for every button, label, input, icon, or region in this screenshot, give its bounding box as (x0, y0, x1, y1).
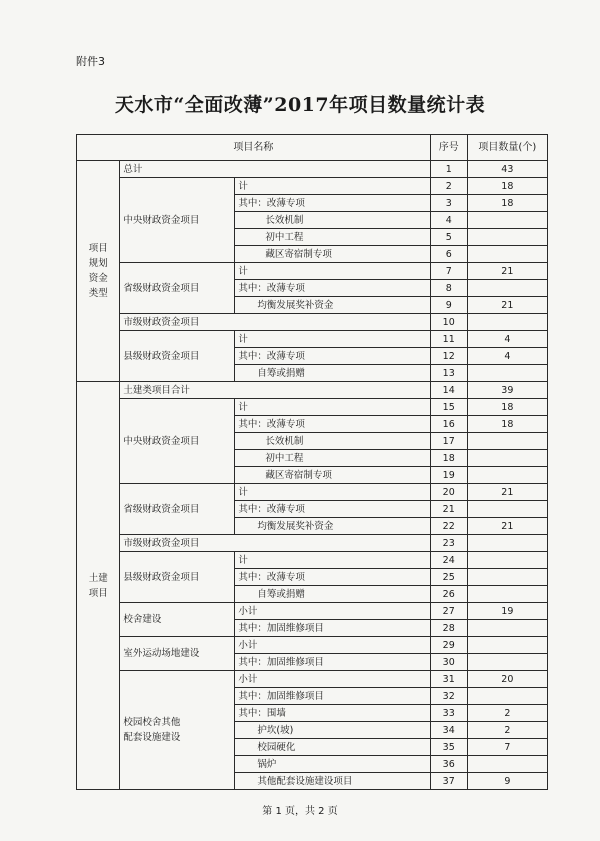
category-label: 室外运动场地建设 (120, 637, 235, 671)
seq-cell: 8 (430, 280, 467, 297)
seq-cell: 36 (430, 756, 467, 773)
count-cell: 18 (467, 416, 547, 433)
count-cell: 18 (467, 399, 547, 416)
sub-label: 计 (235, 331, 430, 348)
sub-label: 计 (235, 178, 430, 195)
table-row (77, 331, 548, 348)
seq-cell: 10 (430, 314, 467, 331)
seq-cell: 3 (430, 195, 467, 212)
table-row (77, 535, 548, 552)
sub-label: 藏区寄宿制专项 (235, 467, 430, 484)
seq-cell: 24 (430, 552, 467, 569)
seq-cell: 30 (430, 654, 467, 671)
sub-label: 其中：加固维修项目 (235, 654, 430, 671)
sub-label: 长效机制 (235, 433, 430, 450)
sub-label: 其中：加固维修项目 (235, 620, 430, 637)
seq-cell: 7 (430, 263, 467, 280)
table-row (77, 603, 548, 620)
table-row (77, 178, 548, 195)
category-label (120, 671, 235, 790)
header-name: 项目名称 (77, 135, 431, 161)
count-cell (467, 756, 547, 773)
count-cell: 21 (467, 484, 547, 501)
seq-cell: 17 (430, 433, 467, 450)
count-cell (467, 688, 547, 705)
count-cell (467, 450, 547, 467)
count-cell (467, 365, 547, 382)
count-cell (467, 229, 547, 246)
seq-cell: 9 (430, 297, 467, 314)
seq-cell: 13 (430, 365, 467, 382)
sub-label: 其中：改薄专项 (235, 416, 430, 433)
group-label-text: 项目 规划 资金 类型 (88, 243, 108, 299)
seq-cell: 11 (430, 331, 467, 348)
seq-cell: 37 (430, 773, 467, 790)
count-cell (467, 246, 547, 263)
seq-cell: 35 (430, 739, 467, 756)
count-cell: 4 (467, 348, 547, 365)
seq-cell: 15 (430, 399, 467, 416)
seq-cell: 18 (430, 450, 467, 467)
seq-cell: 32 (430, 688, 467, 705)
seq-cell: 19 (430, 467, 467, 484)
group-label-fund-type (77, 161, 120, 382)
table-header (77, 135, 548, 161)
category-label-text: 校园校舍其他 配套设施建设 (123, 717, 181, 743)
category-label: 校舍建设 (120, 603, 235, 637)
category-label: 中央财政资金项目 (120, 399, 235, 484)
count-cell: 7 (467, 739, 547, 756)
page-footer: 第 1 页，共 2 页 (262, 806, 338, 817)
category-label: 土建类项目合计 (120, 382, 430, 399)
count-cell (467, 212, 547, 229)
sub-label: 初中工程 (235, 229, 430, 246)
group-label-civil (77, 382, 120, 790)
count-cell (467, 433, 547, 450)
seq-cell: 27 (430, 603, 467, 620)
sub-label: 计 (235, 399, 430, 416)
sub-label: 均衡发展奖补资金 (235, 297, 430, 314)
seq-cell: 29 (430, 637, 467, 654)
sub-label: 其中：围墙 (235, 705, 430, 722)
seq-cell: 25 (430, 569, 467, 586)
seq-cell: 2 (430, 178, 467, 195)
count-cell: 39 (467, 382, 547, 399)
seq-cell: 1 (430, 161, 467, 178)
seq-cell: 4 (430, 212, 467, 229)
table-row (77, 484, 548, 501)
count-cell (467, 620, 547, 637)
count-cell: 4 (467, 331, 547, 348)
count-cell: 9 (467, 773, 547, 790)
seq-cell: 14 (430, 382, 467, 399)
page-title: 天水市“全面改薄”2017年项目数量统计表 (114, 94, 486, 116)
count-cell: 21 (467, 263, 547, 280)
sub-label: 其中：加固维修项目 (235, 688, 430, 705)
category-label: 省级财政资金项目 (120, 484, 235, 535)
category-label: 省级财政资金项目 (120, 263, 235, 314)
count-cell: 18 (467, 195, 547, 212)
count-cell (467, 569, 547, 586)
sub-label: 其中：改薄专项 (235, 280, 430, 297)
table-row (77, 263, 548, 280)
table-row (77, 161, 548, 178)
sub-label: 小计 (235, 637, 430, 654)
count-cell (467, 535, 547, 552)
category-label: 中央财政资金项目 (120, 178, 235, 263)
header-count: 项目数量(个) (467, 135, 547, 161)
count-cell: 21 (467, 518, 547, 535)
seq-cell: 6 (430, 246, 467, 263)
statistics-table (76, 134, 548, 790)
seq-cell: 28 (430, 620, 467, 637)
table-row (77, 314, 548, 331)
count-cell: 21 (467, 297, 547, 314)
count-cell: 18 (467, 178, 547, 195)
sub-label: 其中：改薄专项 (235, 569, 430, 586)
sub-label: 其他配套设施建设项目 (235, 773, 430, 790)
category-label: 市级财政资金项目 (120, 535, 430, 552)
sub-label: 自筹或捐赠 (235, 586, 430, 603)
seq-cell: 12 (430, 348, 467, 365)
count-cell (467, 501, 547, 518)
category-label: 市级财政资金项目 (120, 314, 430, 331)
category-label: 县级财政资金项目 (120, 552, 235, 603)
table-row (77, 382, 548, 399)
header-seq: 序号 (430, 135, 467, 161)
sub-label: 小计 (235, 603, 430, 620)
count-cell: 2 (467, 722, 547, 739)
count-cell (467, 552, 547, 569)
sub-label: 小计 (235, 671, 430, 688)
sub-label: 护坎(坡) (235, 722, 430, 739)
seq-cell: 21 (430, 501, 467, 518)
sub-label: 初中工程 (235, 450, 430, 467)
count-cell: 20 (467, 671, 547, 688)
count-cell (467, 280, 547, 297)
group-label-text: 土建 项目 (88, 572, 108, 599)
sub-label: 均衡发展奖补资金 (235, 518, 430, 535)
sub-label: 校园硬化 (235, 739, 430, 756)
count-cell (467, 467, 547, 484)
count-cell (467, 637, 547, 654)
count-cell: 19 (467, 603, 547, 620)
seq-cell: 31 (430, 671, 467, 688)
seq-cell: 23 (430, 535, 467, 552)
category-label: 总计 (120, 161, 430, 178)
sub-label: 计 (235, 484, 430, 501)
sub-label: 其中：改薄专项 (235, 195, 430, 212)
sub-label: 计 (235, 263, 430, 280)
table-row (77, 637, 548, 654)
category-label: 县级财政资金项目 (120, 331, 235, 382)
count-cell (467, 314, 547, 331)
count-cell (467, 654, 547, 671)
count-cell: 2 (467, 705, 547, 722)
seq-cell: 26 (430, 586, 467, 603)
sub-label: 长效机制 (235, 212, 430, 229)
sub-label: 其中：改薄专项 (235, 501, 430, 518)
table-row (77, 671, 548, 688)
table-row (77, 552, 548, 569)
seq-cell: 5 (430, 229, 467, 246)
sub-label: 藏区寄宿制专项 (235, 246, 430, 263)
count-cell: 43 (467, 161, 547, 178)
seq-cell: 33 (430, 705, 467, 722)
seq-cell: 22 (430, 518, 467, 535)
sub-label: 锅炉 (235, 756, 430, 773)
table-row (77, 399, 548, 416)
seq-cell: 34 (430, 722, 467, 739)
seq-cell: 16 (430, 416, 467, 433)
seq-cell: 20 (430, 484, 467, 501)
sub-label: 计 (235, 552, 430, 569)
count-cell (467, 586, 547, 603)
sub-label: 自筹或捐赠 (235, 365, 430, 382)
attachment-label: 附件3 (76, 55, 105, 68)
sub-label: 其中：改薄专项 (235, 348, 430, 365)
